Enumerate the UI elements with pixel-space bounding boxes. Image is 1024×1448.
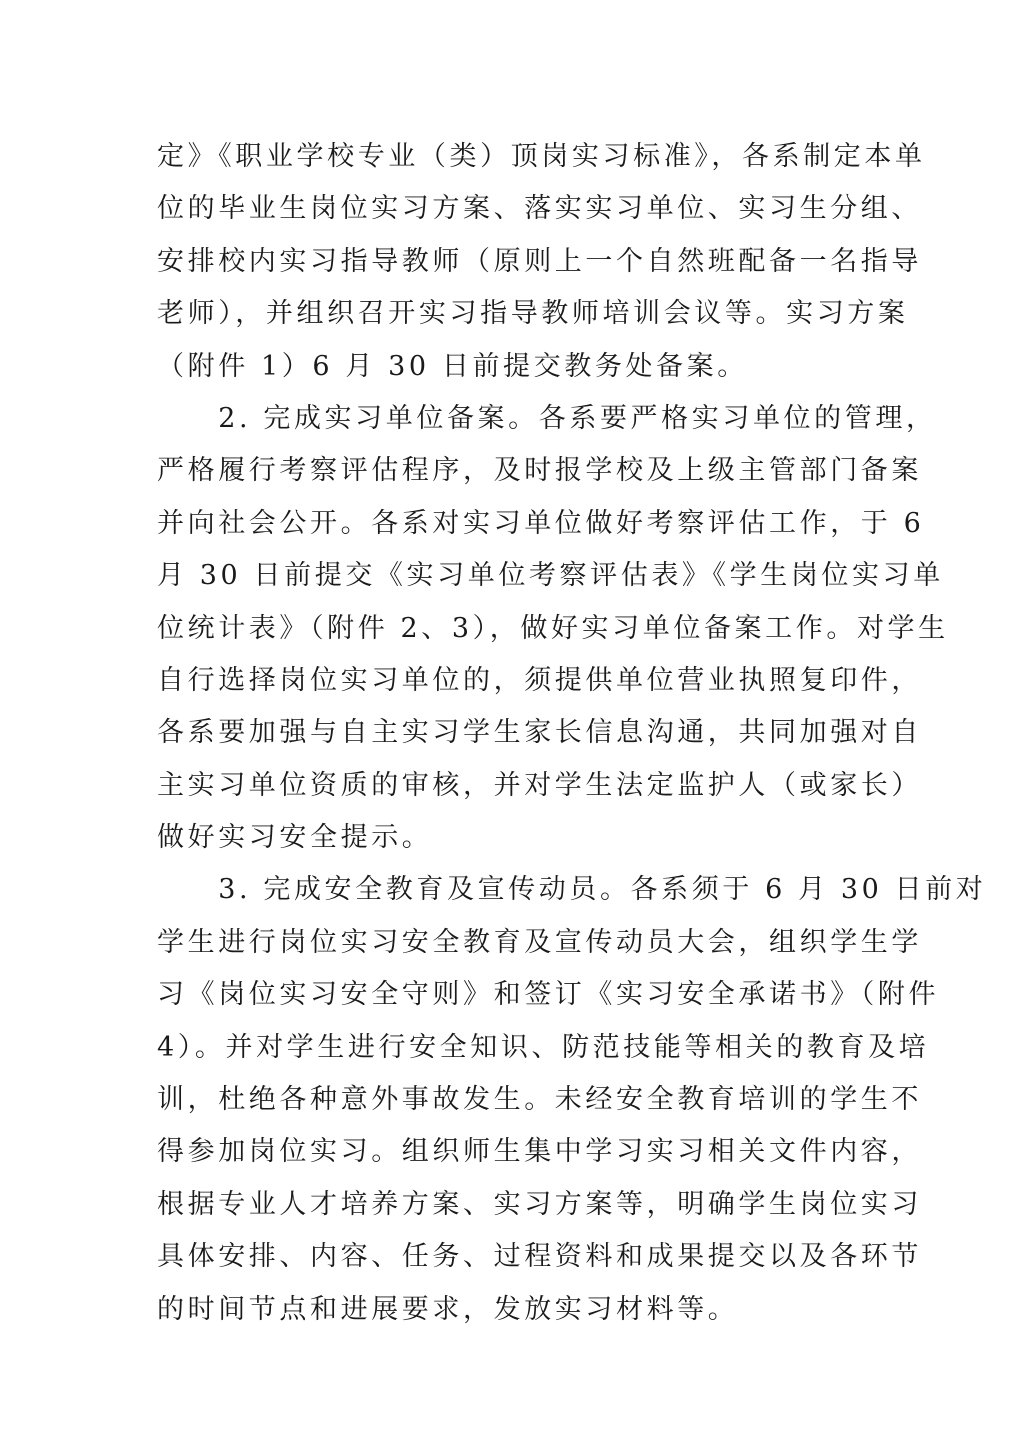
text-line-12: 各系要加强与自主实习学生家长信息沟通，共同加强对自	[157, 717, 922, 749]
text-line-5: （附件 1）6 月 30 日前提交教务处备案。	[157, 350, 748, 382]
text-line-17: 习《岗位实习安全守则》和签订《实习安全承诺书》（附件	[157, 979, 940, 1011]
text-line-9: 月 30 日前提交《实习单位考察评估表》《学生岗位实习单	[157, 560, 944, 592]
text-line-16: 学生进行岗位实习安全教育及宣传动员大会，组织学生学	[157, 926, 922, 958]
text-line-6: 2. 完成实习单位备案。各系要严格实习单位的管理，	[157, 402, 937, 434]
text-line-7: 严格履行考察评估程序，及时报学校及上级主管部门备案	[157, 455, 922, 487]
text-line-21: 根据专业人才培养方案、实习方案等，明确学生岗位实习	[157, 1188, 922, 1220]
body-text	[157, 131, 987, 1336]
text-line-22: 具体安排、内容、任务、过程资料和成果提交以及各环节	[157, 1241, 922, 1273]
text-line-15: 3. 完成安全教育及宣传动员。各系须于 6 月 30 日前对	[157, 874, 987, 906]
text-line-1: 定》《职业学校专业（类）顶岗实习标准》，各系制定本单	[157, 141, 926, 172]
text-line-20: 得参加岗位实习。组织师生集中学习实习相关文件内容，	[157, 1136, 922, 1168]
text-line-19: 训，杜绝各种意外事故发生。未经安全教育培训的学生不	[157, 1084, 922, 1116]
text-line-3: 安排校内实习指导教师（原则上一个自然班配备一名指导	[157, 245, 922, 277]
text-line-4: 老师），并组织召开实习指导教师培训会议等。实习方案	[157, 298, 909, 330]
text-line-8: 并向社会公开。各系对实习单位做好考察评估工作，于 6	[157, 507, 925, 539]
text-line-2: 位的毕业生岗位实习方案、落实实习单位、实习生分组、	[157, 193, 922, 225]
text-line-13: 主实习单位资质的审核，并对学生法定监护人（或家长）	[157, 769, 922, 801]
text-line-14: 做好实习安全提示。	[157, 822, 433, 854]
text-line-10: 位统计表》（附件 2、3），做好实习单位备案工作。对学生	[157, 612, 949, 644]
text-line-18: 4）。并对学生进行安全知识、防范技能等相关的教育及培	[157, 1031, 930, 1063]
text-line-11: 自行选择岗位实习单位的，须提供单位营业执照复印件，	[157, 664, 922, 696]
text-line-23: 的时间节点和进展要求，发放实习材料等。	[157, 1293, 739, 1325]
